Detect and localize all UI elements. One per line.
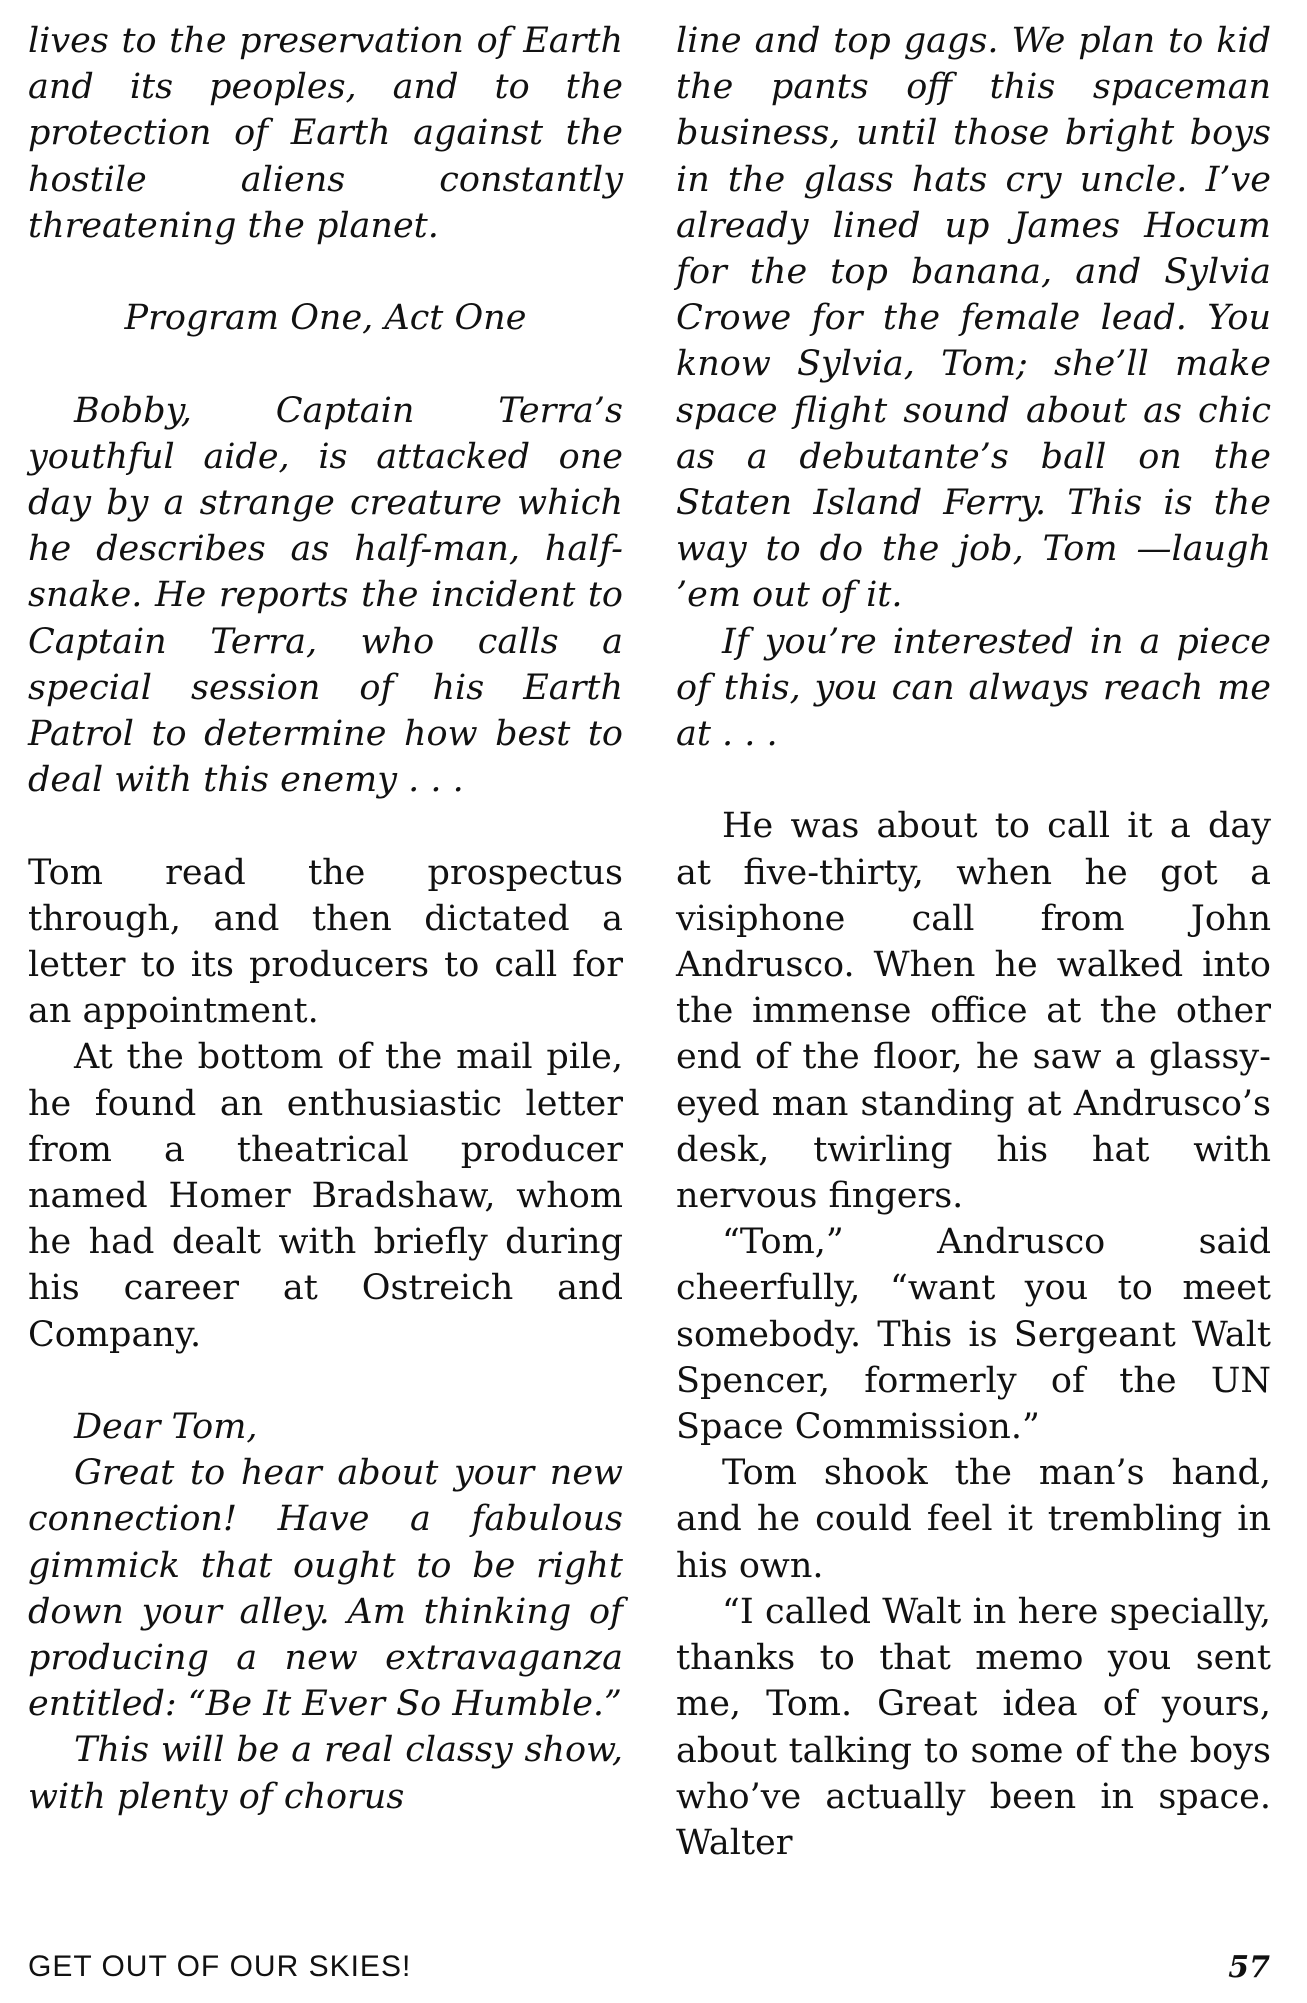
paragraph: This will be a real classy show, with plenty of chorus <box>28 1730 623 1817</box>
paragraph: “I called Walt in here specially, thanks to that memo you sent me, Tom. Great idea of yours, about talking to some of the boys who’ve actually been in space. Walter <box>676 1591 1271 1863</box>
page-footer <box>28 1950 1270 1990</box>
paragraph: At the bottom of the mail pile, he found an enthusiastic letter from a theatrical producer named Homer Bradshaw, whom he had dealt with briefly during his career at Ostreich and Company. <box>28 1037 623 1355</box>
paragraph: lives to the preservation of Earth and its peoples, and to the protection of Earth against the hostile aliens constantly threatening the planet. <box>28 21 623 246</box>
right-column <box>676 18 1271 1866</box>
paragraph: Tom shook the man’s hand, and he could feel it trembling in his own. <box>676 1453 1271 1586</box>
letter-salutation: Dear Tom, <box>74 1407 258 1448</box>
paragraph: He was about to call it a day at five-thirty, when he got a visiphone call from John Andrusco. When he walked into the immense office at the other end of the floor, he saw a glassy-eyed man standing at Andrusco’s desk, twirling his hat with nervous fingers. <box>676 806 1271 1217</box>
paragraph: Bobby, Captain Terra’s youthful aide, is attacked one day by a strange creature which he describes as half-man, half-snake. He reports the incident to Captain Terra, who calls a special session of his Earth Patrol to determine how best to deal with this enemy . . . <box>28 390 623 801</box>
paragraph: Tom read the prospectus through, and then dictated a letter to its producers to call for an appointment. <box>28 852 623 1032</box>
page-number: 57 <box>1228 1950 1270 1985</box>
paragraph: Great to hear about your new connection! Have a fabulous gimmick that ought to be right down your alley. Am thinking of producing a new extravaganza entitled: “Be It Ever So Humble.” <box>28 1453 623 1725</box>
paragraph: line and top gags. We plan to kid the pants off this spaceman business, until those bright boys in the glass hats cry uncle. I’ve already lined up James Hocum for the top banana, and Sylvia Crowe for the female lead. You know Sylvia, Tom; she’ll make space flight sound about as chic as a debutante’s ball on the Staten Island Ferry. This is the way to do the job, Tom —laugh ’em out of it. <box>676 21 1271 616</box>
section-heading: Program One, Act One <box>124 298 527 339</box>
left-column <box>28 18 623 1820</box>
paragraph: If you’re interested in a piece of this, you can always reach me at . . . <box>676 621 1271 755</box>
paragraph: “Tom,” Andrusco said cheerfully, “want you to meet somebody. This is Sergeant Walt Spencer, formerly of the UN Space Commission.” <box>676 1222 1271 1448</box>
running-title: GET OUT OF OUR SKIES! <box>28 1950 412 1983</box>
